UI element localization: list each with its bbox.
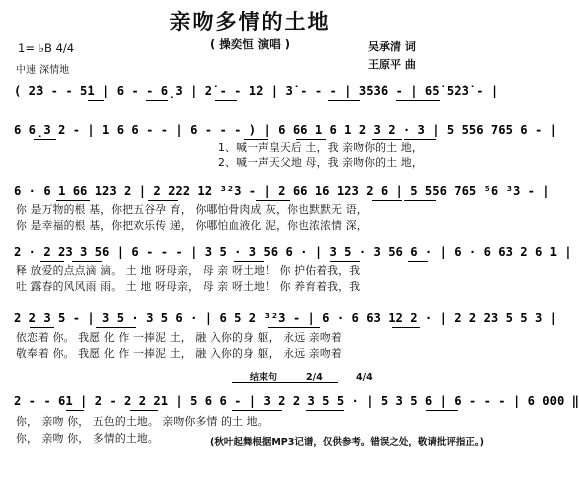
system-5-lyrics-verse2: 敬奉着 你。 我愿 化 作 一捧泥 土， 融 入你的身 躯， 永远 亲吻着 bbox=[16, 347, 342, 360]
system-6-notes: 2 - - 61 | 2 - 2 2 21 | 5 6 6 - | 3 2 2 3 5 5 · | 5 3 5 6 | 6 - - - | 6 000 ‖ bbox=[14, 394, 579, 408]
system-5-notes: 2 2 3 5 - | 3 5 · 3 5 6 · | 6 5 2 ³²3 - | 6 · 6 63 12 2 · | 2 2 23 5 5 3 | bbox=[14, 311, 557, 325]
beam-line bbox=[296, 139, 326, 140]
song-title: 亲吻多情的土地 bbox=[169, 10, 331, 34]
beam-line bbox=[306, 410, 344, 411]
beam-line bbox=[268, 327, 320, 328]
transcription-note: (秋叶起舞根据MP3记谱，仅供参考。错误之处，敬请批评指正。) bbox=[210, 437, 484, 448]
system-4-lyrics-verse1: 释 放爱的点点滴 滴。 土 地 呀母亲， 母 亲 呀土地！ 你 护佑着我，我 bbox=[16, 264, 361, 277]
beam-line bbox=[396, 100, 440, 101]
beam-line bbox=[34, 139, 56, 140]
system-2-notes: 6 6̣3 2 - | 1 6 6 - - | 6 - - - ) | 6 66 1 6 1 2 3 2 · 3 | 5 556 765 6 - | bbox=[14, 123, 557, 137]
beam-line bbox=[56, 200, 90, 201]
beam-line bbox=[130, 410, 158, 411]
beam-line bbox=[30, 327, 54, 328]
beam-line bbox=[408, 261, 428, 262]
beam-line bbox=[215, 100, 237, 101]
beam-line bbox=[148, 200, 178, 201]
system-2-lyrics-verse2: 2、喊一声天父地 母，我 亲吻你的土 地， bbox=[218, 156, 423, 169]
beam-line bbox=[328, 100, 360, 101]
time-change-4-4: 4/4 bbox=[356, 372, 373, 383]
beam-line bbox=[372, 200, 402, 201]
time-change-2-4: 2/4 bbox=[306, 372, 323, 383]
system-2-lyrics-verse1: 1、喊一声皇天后 土，我 亲吻你的土 地， bbox=[218, 141, 423, 154]
system-3-notes: 6 · 6 1 66 123 2 | 2 222 12 ³²3 - | 2 66 16 123 2 6 | 5 556 765 ⁵6 ³3 - | bbox=[14, 184, 550, 198]
beam-line bbox=[40, 261, 64, 262]
beam-line bbox=[426, 410, 458, 411]
lyricist-credit: 吴承清 词 bbox=[368, 40, 416, 53]
beam-line bbox=[146, 100, 168, 101]
beam-line bbox=[404, 200, 436, 201]
system-3-lyrics-verse2: 你 是幸福的根 基，你把欢乐传 递， 你哪怕血液化 泥，你也浓浓情 深， bbox=[16, 219, 368, 232]
beam-line bbox=[232, 410, 282, 411]
beam-line bbox=[392, 327, 420, 328]
beam-line bbox=[72, 261, 102, 262]
beam-line bbox=[234, 261, 264, 262]
singer-line: ( 操奕恒 演唱 ) bbox=[209, 37, 291, 51]
beam-line bbox=[66, 410, 84, 411]
beam-line bbox=[256, 200, 290, 201]
composer-credit: 王原平 曲 bbox=[368, 58, 416, 71]
beam-line bbox=[244, 139, 268, 140]
system-5-lyrics-verse1: 依恋着 你。 我愿 化 作 一捧泥 土， 融 入你的身 躯， 永远 亲吻着 bbox=[16, 331, 342, 344]
key-signature: 1= ♭B 4/4 bbox=[18, 41, 75, 55]
beam-line bbox=[88, 100, 104, 101]
system-6-lyrics-verse1: 你， 亲吻 你， 五色的土地。 亲吻你多情 的土 地。 bbox=[16, 415, 269, 428]
system-3-lyrics-verse1: 你 是万物的根 基，你把五谷孕 育， 你哪怕骨肉成 灰，你也默默无 语， bbox=[16, 203, 368, 216]
end-section-label: 结束句 bbox=[250, 373, 278, 383]
system-4-notes: 2 · 2 23 3 56 | 6 - - - | 3 5 · 3 56 6 · | 3 5 · 3 56 6 · | 6 · 6 63 2 6 1 | bbox=[14, 245, 572, 259]
system-4-lyrics-verse2: 吐 露春的风风雨 雨。 土 地 呀母亲， 母 亲 呀土地！ 你 养育着我，我 bbox=[16, 280, 361, 293]
beam-line bbox=[372, 139, 402, 140]
beam-line bbox=[330, 261, 360, 262]
system-1-notes: ( 2̇3 - - 5̇1 | 6 - - 6̣3 | 2̇ - - 1̇2 | 3̇ - - - | 3̇5̇3̇6 - | 6̇5̇ 5̇2̇3̇ - | bbox=[14, 84, 499, 98]
tempo-marking: 中速 深情地 bbox=[16, 65, 70, 76]
system-6-lyrics-verse2: 你， 亲吻 你， 多情的土地。 bbox=[16, 432, 159, 445]
beam-line bbox=[96, 327, 136, 328]
beam-line bbox=[404, 139, 436, 140]
